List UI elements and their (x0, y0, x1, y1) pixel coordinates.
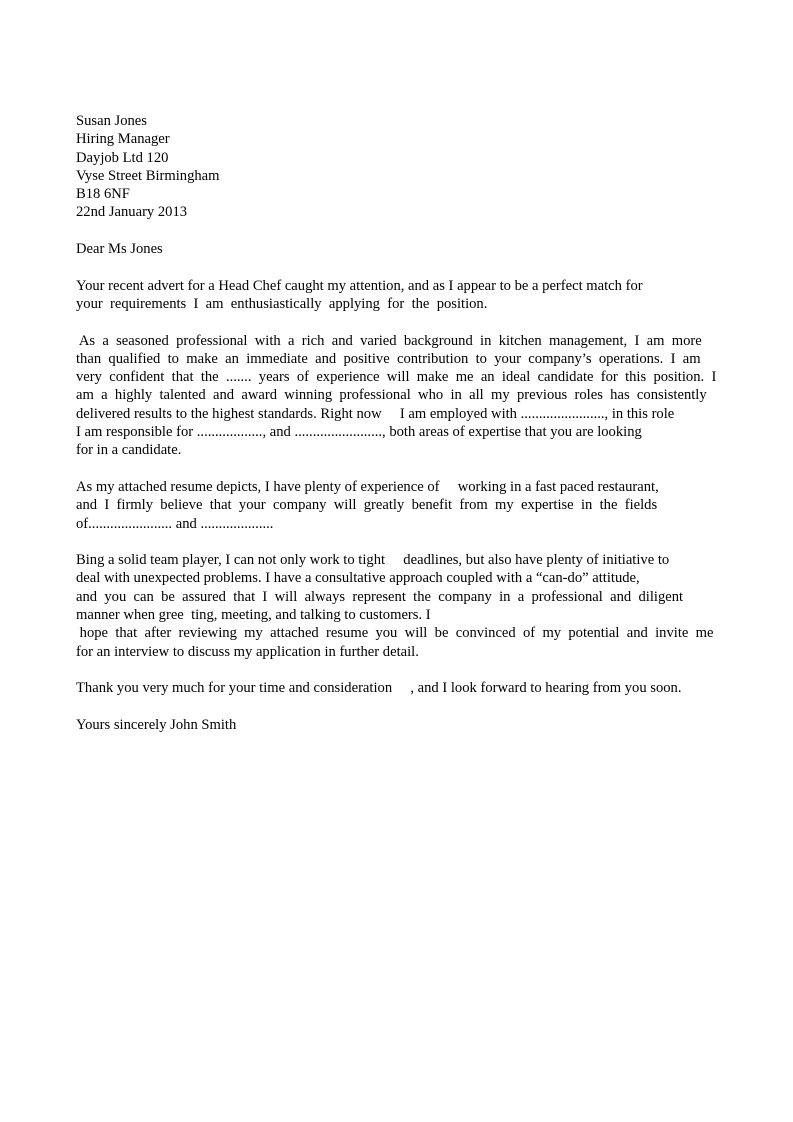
paragraph-line: of....................... and .................... (76, 515, 274, 532)
paragraph-line: than qualified to make an immediate and positive contribution to your company’s operations. I am (76, 350, 701, 367)
paragraph-line: very confident that the ....... years of experience will make me an ideal candidate for this position. I (76, 369, 717, 386)
paragraph-line: Bing a solid team player, I can not only work to tight deadlines, but also have plenty of initiative to (76, 552, 670, 569)
paragraph-2 (76, 332, 716, 460)
paragraph-line: As my attached resume depicts, I have plenty of experience of working in a fast paced restaurant, (76, 478, 659, 495)
closing-signature: Yours sincerely John Smith (76, 716, 237, 733)
paragraph-1 (76, 277, 716, 314)
paragraph-line: am a highly talented and award winning professional who in all my previous roles has consistently (76, 387, 707, 404)
paragraph-3 (76, 478, 716, 533)
letter-page (76, 112, 716, 734)
recipient-address (76, 112, 716, 222)
recipient-postcode: B18 6NF (76, 186, 130, 203)
paragraph-line: Thank you very much for your time and consideration , and I look forward to hearing from you soon. (76, 680, 682, 697)
paragraph-line: and I firmly believe that your company will greatly benefit from my expertise in the fields (76, 497, 658, 514)
recipient-name: Susan Jones (76, 113, 147, 129)
salutation: Dear Ms Jones (76, 241, 163, 258)
paragraph-line: Your recent advert for a Head Chef caught my attention, and as I appear to be a perfect match for (76, 277, 643, 294)
letter-date: 22nd January 2013 (76, 204, 188, 221)
paragraph-4 (76, 551, 716, 661)
paragraph-line: your requirements I am enthusiastically applying for the position. (76, 295, 488, 312)
paragraph-line: deal with unexpected problems. I have a consultative approach coupled with a “can-do” attitude, (76, 570, 640, 587)
paragraph-line: delivered results to the highest standards. Right now I am employed with ......................., in this role (76, 405, 675, 422)
recipient-company: Dayjob Ltd 120 (76, 149, 169, 166)
paragraph-line: hope that after reviewing my attached resume you will be convinced of my potential and invite me (76, 625, 714, 642)
paragraph-line: As a seasoned professional with a rich and varied background in kitchen management, I am more (76, 332, 702, 349)
paragraph-line: manner when gree ting, meeting, and talking to customers. I (76, 607, 431, 624)
paragraph-5 (76, 679, 716, 697)
paragraph-line: and you can be assured that I will always represent the company in a professional and diligent (76, 588, 684, 605)
recipient-title: Hiring Manager (76, 131, 170, 148)
paragraph-line: I am responsible for .................., and ........................, both areas of expertise that you are looking (76, 424, 642, 441)
recipient-street: Vyse Street Birmingham (76, 167, 220, 184)
paragraph-line: for an interview to discuss my application in further detail. (76, 643, 419, 660)
paragraph-line: for in a candidate. (76, 442, 182, 459)
